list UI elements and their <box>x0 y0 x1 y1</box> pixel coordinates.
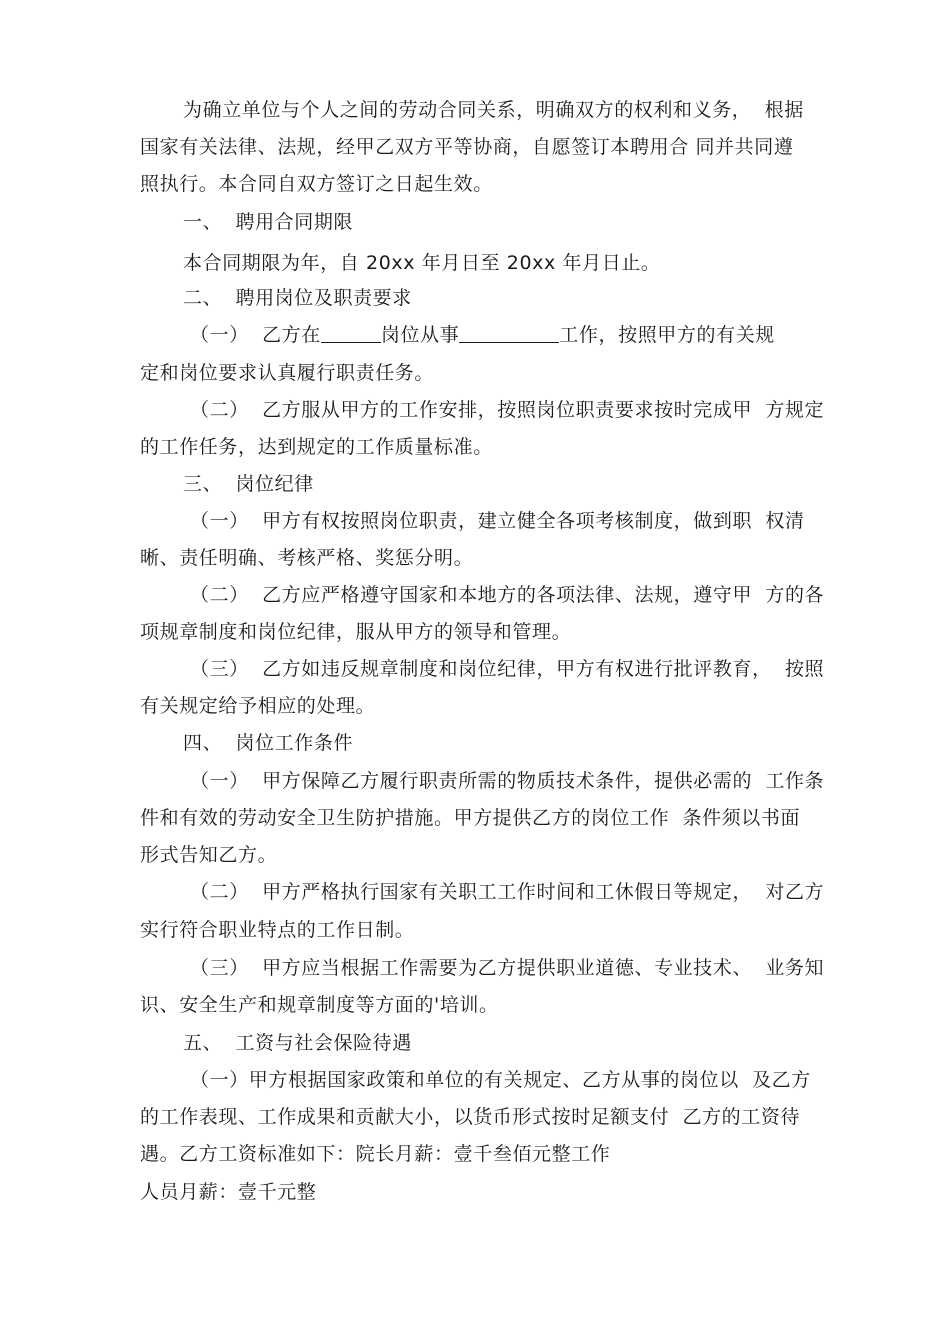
paragraph-line: 有关规定给予相应的处理。 <box>140 695 376 717</box>
paragraph-line: 件和有效的劳动安全卫生防护措施。甲方提供乙方的岗位工作 条件须以书面 <box>140 807 801 829</box>
paragraph-line: 的工作任务，达到规定的工作质量标准。 <box>140 436 493 458</box>
section-heading: 一、 聘用合同期限 <box>183 211 354 233</box>
paragraph-line: （二） 甲方严格执行国家有关职工工作时间和工休假日等规定， 对乙方 <box>190 881 825 903</box>
paragraph-line: （一） 甲方保障乙方履行职责所需的物质技术条件，提供必需的 工作条 <box>190 770 825 792</box>
paragraph-line <box>190 323 775 347</box>
paragraph-line: 为确立单位与个人之间的劳动合同关系，明确双方的权利和义务， 根据 <box>183 99 804 121</box>
paragraph-line: （二） 乙方服从甲方的工作安排，按照岗位职责要求按时完成甲 方规定 <box>190 399 825 421</box>
paragraph-line: 本合同期限为年，自 20xx 年月日至 20xx 年月日止。 <box>183 252 661 274</box>
paragraph-line: 遇。乙方工资标准如下：院长月薪：壹千叁佰元整工作 <box>140 1143 611 1165</box>
paragraph-line: （二） 乙方应严格遵守国家和本地方的各项法律、法规，遵守甲 方的各 <box>190 584 825 606</box>
paragraph-line: 项规章制度和岗位纪律，服从甲方的领导和管理。 <box>140 621 572 643</box>
paragraph-line: （三） 甲方应当根据工作需要为乙方提供职业道德、专业技术、 业务知 <box>190 957 825 979</box>
paragraph-line: 的工作表现、工作成果和贡献大小，以货币形式按时足额支付 乙方的工资待 <box>140 1106 801 1128</box>
paragraph-line: 识、安全生产和规章制度等方面的'培训。 <box>140 994 499 1016</box>
section-heading: 二、 聘用岗位及职责要求 <box>183 287 412 309</box>
paragraph-line: （三） 乙方如违反规章制度和岗位纪律，甲方有权进行批评教育， 按照 <box>190 658 825 680</box>
clause-text: 岗位从事 <box>380 324 460 346</box>
section-heading: 三、 岗位纪律 <box>183 473 314 495</box>
clause-text: （一） 乙方在 <box>190 324 321 346</box>
paragraph-line: 国家有关法律、法规，经甲乙双方平等协商，自愿签订本聘用合 同并共同遵 <box>140 136 794 158</box>
fill-blank-post <box>321 324 381 343</box>
paragraph-line: 形式告知乙方。 <box>140 844 278 866</box>
section-heading: 四、 岗位工作条件 <box>183 732 354 754</box>
section-heading: 五、 工资与社会保险待遇 <box>183 1032 412 1054</box>
paragraph-line: 人员月薪：壹千元整 <box>140 1181 317 1203</box>
paragraph-line: （一） 甲方有权按照岗位职责，建立健全各项考核制度，做到职 权清 <box>190 510 805 532</box>
paragraph-line: 定和岗位要求认真履行职责任务。 <box>140 362 435 384</box>
paragraph-line: 晰、责任明确、考核严格、奖惩分明。 <box>140 547 474 569</box>
fill-blank-duty <box>459 324 559 343</box>
paragraph-line: （一）甲方根据国家政策和单位的有关规定、乙方从事的岗位以 及乙方 <box>190 1069 811 1091</box>
paragraph-line: 实行符合职业特点的工作日制。 <box>140 919 415 941</box>
paragraph-line: 照执行。本合同自双方签订之日起生效。 <box>140 173 493 195</box>
clause-text: 工作，按照甲方的有关规 <box>559 324 775 346</box>
